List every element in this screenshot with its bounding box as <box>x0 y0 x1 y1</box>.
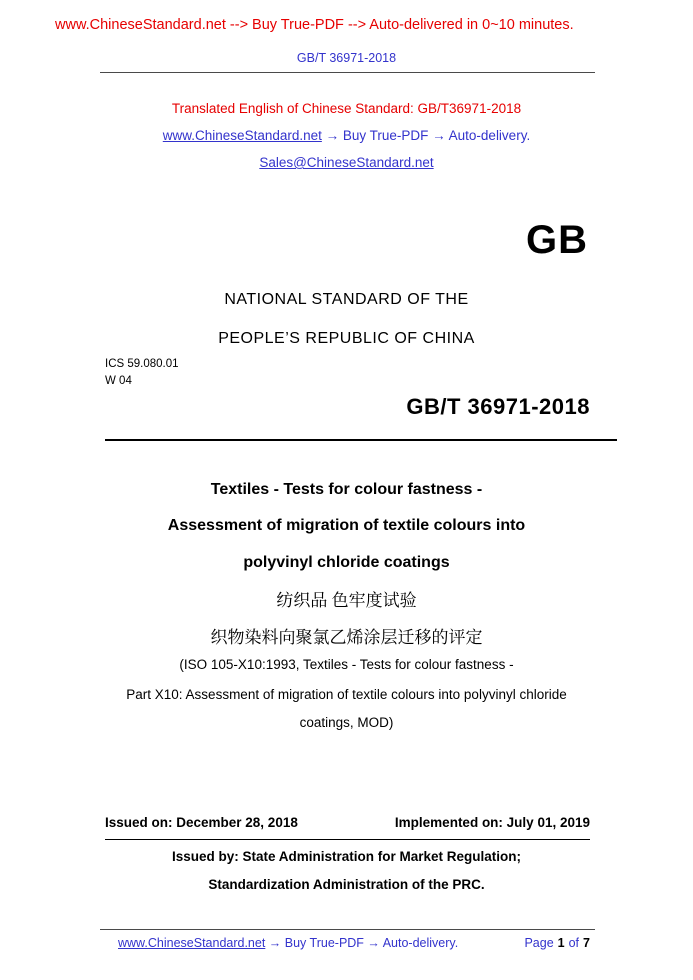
site-link[interactable]: www.ChineseStandard.net <box>162 128 322 143</box>
footer-divider <box>100 929 595 930</box>
footer-site-link[interactable]: www.ChineseStandard.net <box>118 936 266 950</box>
iso-reference-line1: (ISO 105-X10:1993, Textiles - Tests for colour fastness - <box>179 657 514 672</box>
implemented-date: Implemented on: July 01, 2019 <box>394 815 590 830</box>
gb-logo: GB <box>526 218 588 262</box>
issuer-line1: Issued by: State Administration for Market Regulation; <box>171 849 522 864</box>
footer-promo <box>118 936 458 950</box>
title-chinese-line2: 织物染料向聚氯乙烯涂层迁移的评定 <box>210 628 483 647</box>
footer-promo-rest: → Buy True-PDF → Auto-delivery. <box>265 936 459 950</box>
issuer-line2: Standardization Administration of the PRC. <box>208 877 485 892</box>
title-english-line2: Assessment of migration of textile colours into <box>167 517 526 534</box>
title-divider <box>105 439 617 441</box>
national-standard-line2: PEOPLE’S REPUBLIC OF CHINA <box>218 330 475 347</box>
translated-standard-line: Translated English of Chinese Standard: GB/T36971-2018 <box>171 101 522 116</box>
dates-divider <box>105 839 590 840</box>
header-divider <box>100 72 595 73</box>
page-indicator <box>520 936 590 950</box>
iso-reference-line2: Part X10: Assessment of migration of textile colours into polyvinyl chloride <box>126 687 567 702</box>
classification-block <box>105 356 179 390</box>
buy-line <box>0 128 693 143</box>
email-line <box>0 155 693 170</box>
iso-reference-line3: coatings, MOD) <box>299 715 394 730</box>
buy-line-rest: → Buy True-PDF → Auto-delivery. <box>321 128 531 143</box>
page-number: 1 <box>557 936 565 950</box>
total-pages: 7 <box>583 936 590 950</box>
national-standard-line1: NATIONAL STANDARD OF THE <box>224 291 469 308</box>
page-label: Page <box>524 936 554 950</box>
email-link[interactable]: Sales@ChineseStandard.net <box>259 155 434 170</box>
of-label: of <box>568 936 580 950</box>
dates-row <box>105 815 590 830</box>
title-english-line3: polyvinyl chloride coatings <box>243 554 450 571</box>
header-doc-code: GB/T 36971-2018 <box>296 51 397 65</box>
w-code: W 04 <box>105 375 132 387</box>
footer <box>118 936 590 950</box>
standard-code: GB/T 36971-2018 <box>406 394 590 419</box>
top-promo-banner[interactable]: www.ChineseStandard.net --> Buy True-PDF --> Auto-delivered in 0~10 minutes. <box>55 17 574 33</box>
title-english-line1: Textiles - Tests for colour fastness - <box>210 481 483 498</box>
title-chinese-line1: 纺织品 色牢度试验 <box>276 591 417 610</box>
ics-code: ICS 59.080.01 <box>105 358 179 370</box>
issued-date: Issued on: December 28, 2018 <box>105 815 298 830</box>
